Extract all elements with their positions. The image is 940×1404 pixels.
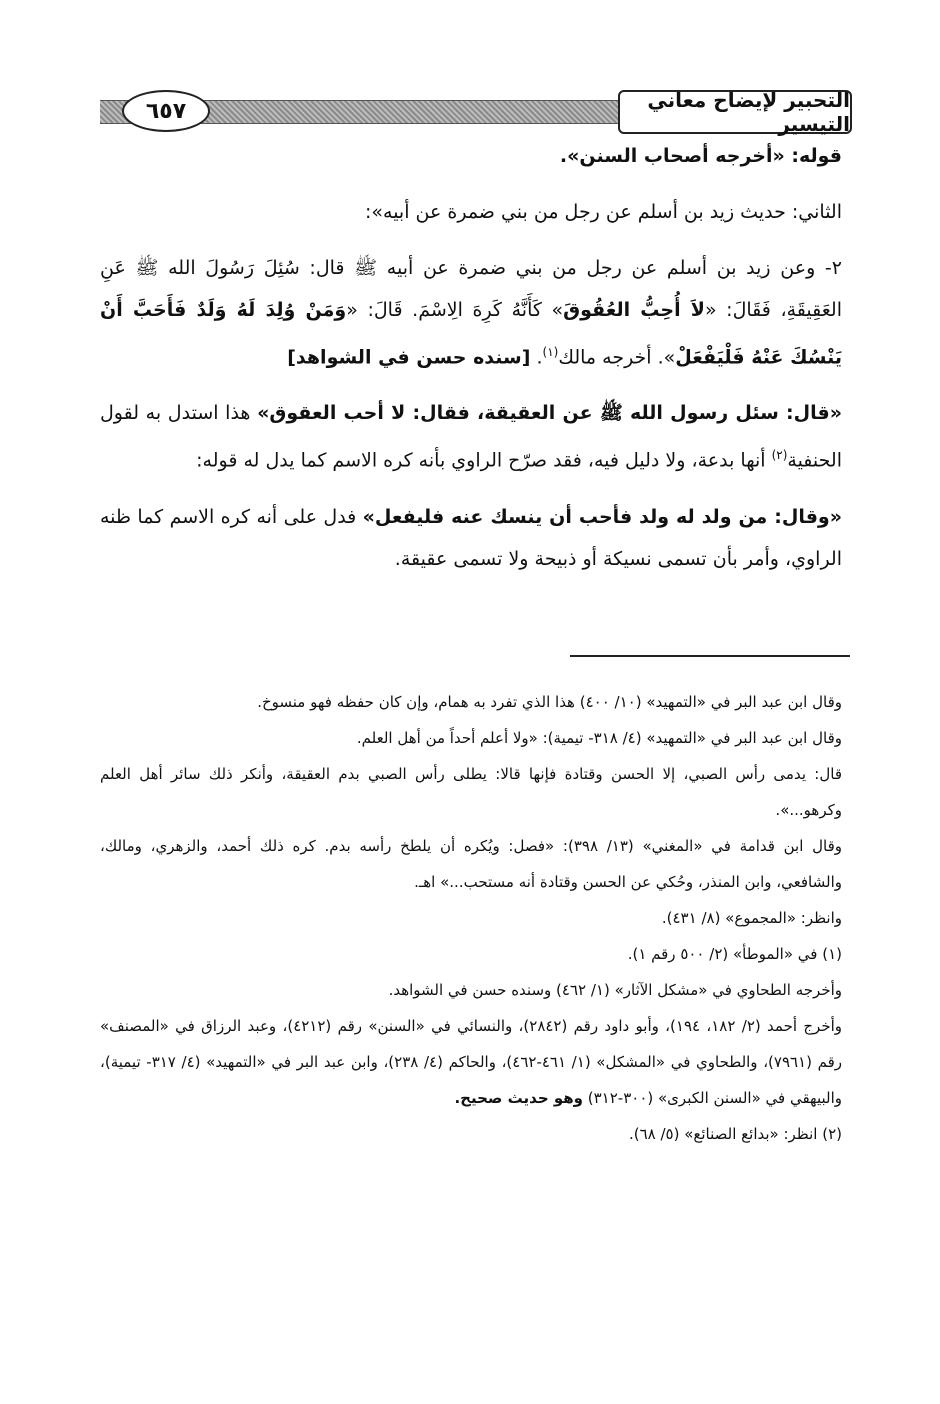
hadith-quote-1: لاَ أُحِبُّ العُقُوقَ	[563, 299, 705, 321]
footnote-line-1: وقال ابن عبد البر في «التمهيد» (١٠/ ٤٠٠) هذا الذي تفرد به همام، وإن كان حفظه فهو منسوخ.	[257, 693, 842, 711]
commentary-paragraph-2	[100, 496, 842, 580]
footnote-ref-2: (٢)	[771, 448, 788, 463]
hadith-quote-2: وَمَنْ وُلِدَ لَهُ وَلَدٌ فَأَحَبَّ أَنْ يَنْسُكَ عَنْهُ فَلْيَفْعَلْ	[100, 299, 842, 369]
commentary-2-text: فدل على أنه كره الاسم كما ظنه الراوي، وأمر بأن تسمى نسيكة أو ذبيحة ولا تسمى عقيقة.	[100, 505, 842, 570]
footnote-line-5: وانظر: «المجموع» (٨/ ٤٣١).	[661, 909, 842, 927]
page-header	[100, 90, 852, 134]
footnote-line-4: وقال ابن قدامة في «المغني» (١٣/ ٣٩٨): «فصل: ويُكره أن يلطخ رأسه بدم. كره ذلك أحمد، والزهري، ومالك، والشافعي، وابن المنذر، وحُكي عن الحسن وقتادة أنه مستحب...» اهـ.	[100, 837, 843, 891]
hadith-intro: ٢- وعن زيد بن أسلم عن رجل من بني ضمرة عن أبيه ﷺ قال: سُئِلَ رَسُولَ الله ﷺ عَنِ العَقِيقَةِ، فَقَالَ: «	[100, 257, 842, 321]
hadith-paragraph	[100, 247, 842, 378]
commentary-1-text-a: هذا استدل به لقول الحنفية	[100, 402, 842, 472]
footnote-line-3: قال: يدمى رأس الصبي، إلا الحسن وقتادة فإنها قالا: يطلى رأس الصبي بدم العقيقة، وأنكر ذلك سائر أهل العلم وكرهو...».	[100, 765, 842, 819]
book-title: التحبير لإيضاح معاني التيسير	[618, 90, 852, 134]
commentary-2-quote: «وقال: من ولد له ولد فأحب أن ينسك عنه فليفعل»	[362, 505, 842, 528]
commentary-1-quote: «قال: سئل رسول الله ﷺ عن العقيقة، فقال: لا أحب العقوق»	[257, 402, 842, 425]
hadith-grading: [سنده حسن في الشواهد]	[287, 346, 531, 369]
hadith-end-plain: .	[530, 346, 543, 369]
commentary-1-text-b: أنها بدعة، ولا دليل فيه، فقد صرّح الراوي بأنه كره الاسم كما يدل له قوله:	[196, 449, 772, 472]
paragraph-2-text: الثاني: حديث زيد بن أسلم عن رجل من بني ضمرة عن أبيه»:	[364, 201, 842, 223]
hadith-middle-1: » كَأَنَّهُ كَرِهَ الِاسْمَ. قَالَ: «	[346, 299, 564, 321]
page-number: ٦٥٧	[122, 90, 210, 132]
paragraph-1-text: قوله: «أخرجه أصحاب السنن».	[559, 145, 842, 167]
footnote-8-text: وأخرج أحمد (٢/ ١٨٢، ١٩٤)، وأبو داود رقم (٢٨٤٢)، والنسائي في «السنن» رقم (٤٢١٢)، وعبد الرزاق في «المصنف» رقم (٧٩٦١)، والطحاوي في «المشكل» (١/ ٤٦١-٤٦٢)، والحاكم (٤/ ٢٣٨)، وابن عبد البر في «التمهيد» (٤/ ٣١٧- تيمية)، والبيهقي في «السنن الكبرى» (٣٠٠-٣١٢)	[100, 1017, 843, 1107]
footnote-separator	[570, 655, 850, 657]
footnote-line-8	[100, 1008, 842, 1116]
footnotes	[100, 684, 842, 1152]
commentary-paragraph-1	[100, 392, 842, 481]
footnote-ref-1: (١)	[542, 345, 559, 359]
hadith-middle-2: ». أخرجه مالك	[558, 346, 676, 369]
paragraph-1	[100, 135, 842, 177]
footnote-line-7: وأخرجه الطحاوي في «مشكل الآثار» (١/ ٤٦٢) وسنده حسن في الشواهد.	[388, 981, 842, 999]
footnote-8-grading: وهو حديث صحيح.	[454, 1089, 583, 1107]
paragraph-2	[100, 191, 842, 233]
footnote-1: (١) في «الموطأ» (٢/ ٥٠٠ رقم ١).	[627, 945, 842, 963]
main-text	[100, 135, 842, 594]
footnote-2: (٢) انظر: «بدائع الصنائع» (٥/ ٦٨).	[628, 1125, 842, 1143]
footnote-line-2: وقال ابن عبد البر في «التمهيد» (٤/ ٣١٨- تيمية): «ولا أعلم أحداً من أهل العلم.	[356, 729, 842, 747]
